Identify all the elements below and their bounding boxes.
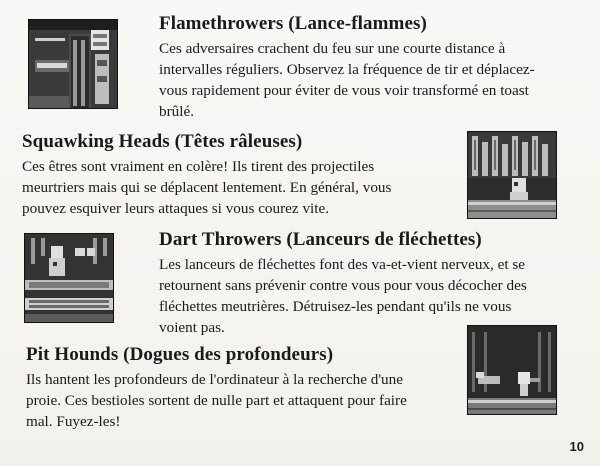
squawking-heads-screenshot — [467, 131, 557, 219]
body-line: Ces êtres sont vraiment en colère! Ils tirent des projectiles — [22, 158, 375, 175]
body-line: pouvez esquiver leurs attaques si vous courez vite. — [22, 200, 330, 217]
body-line: Les lanceurs de fléchettes font des va-et-vient nerveux, et se — [159, 256, 526, 273]
body-line: mal. Fuyez-les! — [26, 413, 121, 430]
body-line: vous rapidement pour éviter de vous voir transformé en toast — [159, 82, 529, 99]
section-pit-hounds — [26, 344, 407, 432]
page-number: 10 — [569, 439, 584, 454]
dart-throwers-screenshot — [24, 233, 114, 323]
section-title: Pit Hounds (Dogues des profondeurs) — [26, 344, 334, 365]
body-line: fléchettes meutrières. Détruisez-les pendant qu'ils ne vous — [159, 298, 512, 315]
section-title: Flamethrowers (Lance-flammes) — [159, 13, 427, 34]
section-body — [159, 38, 535, 122]
flamethrower-screenshot — [28, 19, 118, 109]
section-title: Squawking Heads (Têtes râleuses) — [22, 131, 303, 152]
section-body — [26, 369, 407, 432]
dart-throwers-screenshot-icon — [25, 234, 113, 322]
body-line: intervalles réguliers. Observez la fréquence de tir et déplacez- — [159, 61, 535, 78]
body-line: Ils hantent les profondeurs de l'ordinateur à la recherche d'une — [26, 371, 403, 388]
section-title: Dart Throwers (Lanceurs de fléchettes) — [159, 229, 482, 250]
pit-hounds-screenshot — [467, 325, 557, 415]
body-line: meurtriers mais qui se déplacent lentement. En général, vous — [22, 179, 392, 196]
section-squawking-heads — [22, 131, 391, 219]
body-line: brûlé. — [159, 103, 195, 120]
squawking-heads-screenshot-icon — [468, 132, 556, 218]
body-line: Ces adversaires crachent du feu sur une courte distance à — [159, 40, 506, 57]
pit-hounds-screenshot-icon — [468, 326, 556, 414]
flamethrower-screenshot-icon — [29, 20, 117, 108]
section-flamethrowers — [159, 13, 535, 122]
section-body — [22, 156, 391, 219]
section-dart-throwers — [159, 229, 527, 338]
body-line: voient pas. — [159, 319, 225, 336]
body-line: proie. Ces bestioles sortent de nulle part et attaquent pour faire — [26, 392, 407, 409]
body-line: retournent sans prévenir contre vous pour vous décocher des — [159, 277, 527, 294]
